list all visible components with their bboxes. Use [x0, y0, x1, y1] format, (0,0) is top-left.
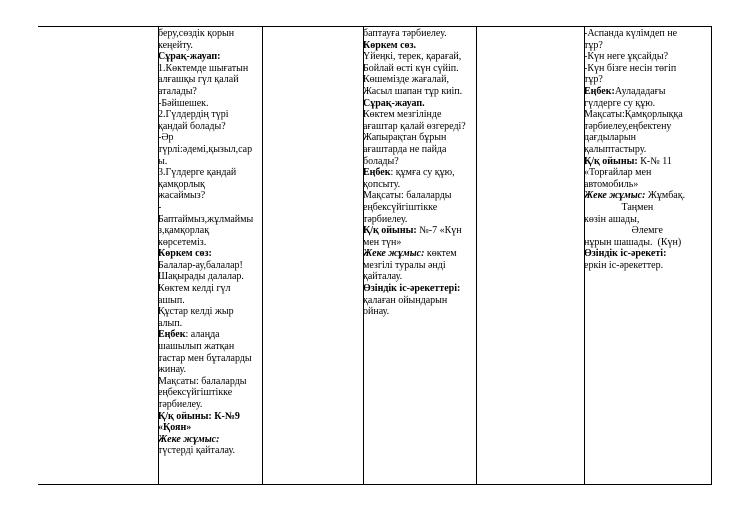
text-run: -Аспанда күлімдеп не	[584, 28, 678, 39]
text-run: Көшемізде жағалай,	[363, 74, 449, 86]
text-run: еркін іс-әрекеттер.	[584, 259, 664, 271]
text-line	[158, 411, 260, 423]
text-line	[363, 167, 475, 179]
text-line	[158, 434, 260, 446]
text-run: болады?	[363, 155, 399, 167]
text-run: №-7 «Күн	[416, 225, 462, 237]
text-run: автомобиль»	[584, 178, 639, 190]
text-line	[363, 237, 475, 249]
text-run: қамқорлық	[158, 178, 205, 190]
text-run: Үйеңкі, терек, қарағай,	[363, 51, 462, 63]
text-line	[158, 74, 260, 86]
text-run: ашып.	[158, 294, 185, 306]
text-run: аталады?	[158, 85, 197, 97]
text-run: мен түн»	[363, 236, 402, 248]
text-run: қайталау.	[363, 271, 403, 283]
text-run: алғашқы гүл қалай	[158, 74, 239, 86]
text-run: 1.Көктемде шығатын	[158, 62, 249, 74]
text-run: нұрын шашады. (Күн)	[584, 236, 682, 248]
text-run: түрлі:әдемі,қызыл,сар	[158, 143, 253, 155]
text-run: «Торғайлар мен	[584, 167, 652, 179]
text-line	[584, 121, 710, 133]
text-line	[158, 144, 260, 156]
text-line	[158, 353, 260, 365]
text-run: Жасыл шапан тұр киіп.	[363, 85, 463, 97]
text-run: Құстар келді жыр	[158, 306, 234, 318]
text-run: мезгілі туралы әнді	[363, 259, 446, 271]
text-line	[584, 179, 710, 191]
text-run: Баптаймыз,жұлмаймы	[158, 213, 254, 225]
text-line	[158, 28, 260, 40]
text-line	[363, 86, 475, 98]
text-line	[363, 98, 475, 110]
text-run: Мақсаты: балаларды	[363, 190, 452, 202]
text-line	[158, 422, 260, 434]
bold-label: Сұрақ-жауап.	[363, 97, 425, 109]
text-line	[363, 132, 475, 144]
text-line	[158, 399, 260, 411]
text-run: тастар мен бұталарды	[158, 352, 252, 364]
text-run: тәрбиелеу.	[158, 399, 203, 410]
text-run: гүлдерге су құю.	[584, 97, 656, 109]
text-line	[363, 295, 475, 307]
column-friday-cell	[584, 28, 710, 271]
text-run: шашылып жатқан	[158, 341, 235, 353]
text-run: Көктем мезгілінде	[363, 109, 442, 121]
text-line	[584, 86, 710, 98]
bold-label: Жеке жұмыс:	[363, 248, 425, 260]
text-line	[158, 283, 260, 295]
text-line	[584, 40, 710, 52]
text-run: 3.Гүлдерге қандай	[158, 167, 237, 179]
bold-label: Өзіндік іс-әрекеті:	[584, 248, 667, 260]
text-line	[584, 28, 710, 40]
text-run: К-№ 11	[637, 155, 672, 167]
text-run: қалыптастыру.	[584, 143, 647, 155]
text-run: Мақсаты:Қамқорлыққа	[584, 109, 683, 121]
text-run: Мақсаты: балаларды	[158, 375, 247, 387]
bold-label: Жеке жұмыс:	[158, 433, 220, 445]
text-run: тұр?	[584, 74, 603, 86]
text-run: ағаштарда не пайда	[363, 143, 447, 155]
column-divider	[262, 27, 263, 484]
text-line	[584, 237, 710, 249]
text-run: -Күн неге ұқсайды?	[584, 51, 669, 63]
text-run: жинау.	[158, 364, 187, 376]
column-divider	[711, 27, 712, 484]
bold-label: «Қоян»	[158, 422, 192, 434]
text-run: Бойлай өсті күн сүйіп.	[363, 62, 459, 74]
text-run: -Бәйшешек.	[158, 97, 209, 109]
text-line	[363, 121, 475, 133]
text-line	[363, 179, 475, 191]
text-line	[158, 51, 260, 63]
text-line	[158, 63, 260, 75]
text-line	[584, 214, 710, 226]
text-line	[363, 28, 475, 40]
text-line	[158, 248, 260, 260]
text-run: түстерді қайталау.	[158, 445, 235, 457]
text-line	[584, 225, 710, 237]
text-run: еңбексүйгіштікке	[363, 201, 438, 213]
text-line	[584, 144, 710, 156]
text-line	[363, 144, 475, 156]
text-line	[584, 132, 710, 144]
text-line	[584, 190, 710, 202]
text-run: тұр?	[584, 39, 603, 51]
text-line	[584, 109, 710, 121]
text-run: Әлемге	[584, 225, 663, 237]
text-run: көзін ашады,	[584, 213, 640, 225]
text-line	[584, 167, 710, 179]
text-line	[584, 51, 710, 63]
text-run: еңбексүйгіштікке	[158, 387, 233, 399]
text-run: ойнау.	[363, 306, 390, 318]
text-line	[363, 40, 475, 52]
text-line	[158, 376, 260, 388]
text-line	[158, 237, 260, 249]
text-run: көктем	[424, 248, 457, 260]
text-line	[363, 306, 475, 318]
text-line	[158, 179, 260, 191]
text-run: алып.	[158, 317, 183, 329]
text-run: қандай болады?	[158, 120, 226, 132]
text-run: тәрбиелеу.	[363, 213, 408, 225]
bold-label: Қ/қ ойыны:	[363, 225, 417, 237]
text-line	[363, 248, 475, 260]
text-line	[584, 74, 710, 86]
text-run: ағаштар қалай өзгереді?	[363, 120, 466, 132]
text-run: Балалар-ау,балалар!	[158, 259, 243, 271]
text-line	[158, 271, 260, 283]
text-line	[158, 387, 260, 399]
text-line	[158, 156, 260, 168]
text-run: Жұмбақ.	[645, 190, 686, 202]
text-line	[363, 260, 475, 272]
column-wednesday-cell	[363, 28, 475, 318]
text-line	[584, 248, 710, 260]
text-line	[363, 225, 475, 237]
text-line	[363, 109, 475, 121]
text-run: жасаймыз?	[158, 190, 206, 202]
text-line	[363, 202, 475, 214]
bold-label: Қ/қ ойыны:	[584, 155, 638, 167]
bold-label: Қ/қ ойыны: К-№9	[158, 410, 240, 422]
text-line	[158, 306, 260, 318]
text-line	[158, 329, 260, 341]
bold-label: Өзіндік іс-әрекеттері:	[363, 283, 461, 295]
text-line	[158, 225, 260, 237]
text-run: Жапырақтан бұрын	[363, 132, 447, 144]
text-line	[158, 318, 260, 330]
text-run: : құмға су құю,	[390, 167, 455, 179]
text-line	[158, 341, 260, 353]
text-run: Аулададағы	[614, 85, 666, 97]
bold-label: Көркем сөз.	[363, 39, 417, 51]
text-line	[584, 202, 710, 214]
text-run: -Әр	[158, 132, 174, 144]
text-line	[158, 109, 260, 121]
column-monday-cell	[158, 28, 260, 457]
text-run: дағдыларын	[584, 132, 636, 144]
text-run: баптауға тәрбиелеу.	[363, 28, 447, 39]
text-line	[584, 260, 710, 272]
text-run: беру,сөздік қорын	[158, 28, 235, 39]
text-run: : алаңда	[185, 329, 220, 341]
text-line	[158, 132, 260, 144]
text-run: қопсыту.	[363, 178, 401, 190]
bold-label: Еңбек	[158, 329, 186, 341]
text-line	[158, 445, 260, 457]
bold-label: Еңбек:	[584, 85, 615, 97]
text-line	[363, 74, 475, 86]
bold-label: Сұрақ-жауап:	[158, 51, 221, 63]
text-run: көрсетеміз.	[158, 236, 207, 248]
text-line	[584, 63, 710, 75]
text-line	[158, 260, 260, 272]
text-line	[158, 167, 260, 179]
bold-label: Көркем сөз:	[158, 248, 212, 260]
text-run: Көктем келді гүл	[158, 283, 231, 295]
bold-label: Жеке жұмыс:	[584, 190, 646, 202]
text-line	[363, 214, 475, 226]
text-line	[158, 190, 260, 202]
text-run: кеңейту.	[158, 39, 193, 51]
lesson-plan-table	[38, 26, 712, 485]
text-line	[158, 364, 260, 376]
text-line	[158, 214, 260, 226]
text-line	[363, 156, 475, 168]
text-run: тәрбиелеу,еңбектену	[584, 120, 672, 132]
text-line	[158, 98, 260, 110]
text-run: Таңмен	[584, 201, 654, 213]
text-run: Шақырады далалар.	[158, 271, 244, 283]
text-line	[363, 283, 475, 295]
text-line	[158, 40, 260, 52]
bold-label: Еңбек	[363, 167, 391, 179]
text-line	[363, 63, 475, 75]
text-line	[158, 202, 260, 214]
text-line	[158, 86, 260, 98]
text-line	[584, 98, 710, 110]
column-divider	[476, 27, 477, 484]
text-run: -Күн бізге несін төгіп	[584, 62, 677, 74]
text-line	[363, 190, 475, 202]
text-run: ы.	[158, 155, 168, 167]
text-run: з,қамқорлақ	[158, 225, 210, 237]
text-line	[363, 271, 475, 283]
text-run: 2.Гүлдердің түрі	[158, 109, 229, 121]
text-line	[584, 156, 710, 168]
text-line	[158, 121, 260, 133]
text-run: -	[158, 201, 162, 213]
text-line	[363, 51, 475, 63]
text-run: қалаған ойындарын	[363, 294, 448, 306]
text-line	[158, 295, 260, 307]
